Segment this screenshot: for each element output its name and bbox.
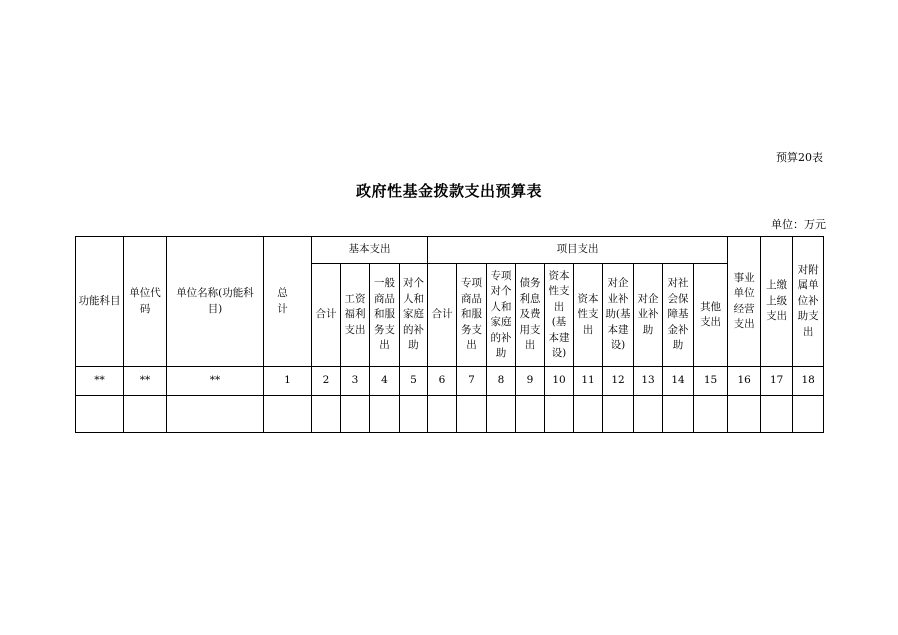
- data-cell: [487, 396, 516, 433]
- budget-table: [75, 236, 824, 433]
- index-cell: 7: [457, 367, 487, 396]
- index-cell: 15: [694, 367, 728, 396]
- header-unit-code: 单位代码: [124, 237, 167, 367]
- data-cell: [76, 396, 124, 433]
- data-cell: [603, 396, 634, 433]
- data-cell: [634, 396, 663, 433]
- header-project-debt: 债务利息及费用支出: [516, 264, 545, 367]
- index-cell: **: [167, 367, 264, 396]
- data-cell: [264, 396, 312, 433]
- header-total: 总 计: [264, 237, 312, 367]
- index-cell: **: [124, 367, 167, 396]
- index-cell: 18: [793, 367, 824, 396]
- data-cell: [428, 396, 457, 433]
- index-cell: 10: [545, 367, 574, 396]
- form-code: 预算20表: [776, 151, 823, 164]
- header-project-capital: 资本性支出: [574, 264, 603, 367]
- header-project-enterprise: 对企业补助: [634, 264, 663, 367]
- header-project-household: 专项对个人和家庭的补助: [487, 264, 516, 367]
- data-cell: [574, 396, 603, 433]
- data-cell: [694, 396, 728, 433]
- index-cell: 12: [603, 367, 634, 396]
- header-project-other: 其他支出: [694, 264, 728, 367]
- index-cell: 17: [761, 367, 793, 396]
- data-cell: [341, 396, 370, 433]
- page-title: 政府性基金拨款支出预算表: [355, 182, 542, 200]
- header-project-capital-infra: 资本性支出(基本建设): [545, 264, 574, 367]
- header-basic-group: 基本支出: [312, 237, 428, 264]
- index-cell: 9: [516, 367, 545, 396]
- index-row: [76, 367, 824, 396]
- data-cell: [793, 396, 824, 433]
- index-cell: 14: [663, 367, 694, 396]
- header-project-enterprise-infra: 对企业补助(基本建设): [603, 264, 634, 367]
- header-business: 事业单位经营支出: [728, 237, 761, 367]
- index-cell: 5: [400, 367, 428, 396]
- data-cell: [663, 396, 694, 433]
- data-cell: [370, 396, 400, 433]
- header-func-subject: 功能科目: [76, 237, 124, 367]
- data-cell: [312, 396, 341, 433]
- index-cell: 6: [428, 367, 457, 396]
- data-cell: [761, 396, 793, 433]
- header-basic-subtotal: 合计: [312, 264, 341, 367]
- data-cell: [124, 396, 167, 433]
- header-project-goods: 专项商品和服务支出: [457, 264, 487, 367]
- header-basic-household: 对个人和家庭的补助: [400, 264, 428, 367]
- index-cell: 3: [341, 367, 370, 396]
- index-cell: 1: [264, 367, 312, 396]
- index-cell: 4: [370, 367, 400, 396]
- index-cell: 16: [728, 367, 761, 396]
- header-unit-name: 单位名称(功能科目): [167, 237, 264, 367]
- header-project-subtotal: 合计: [428, 264, 457, 367]
- header-basic-wages: 工资福利支出: [341, 264, 370, 367]
- header-project-group: 项目支出: [428, 237, 728, 264]
- empty-data-row: [76, 396, 824, 433]
- header-upper: 上缴上级支出: [761, 237, 793, 367]
- data-cell: [457, 396, 487, 433]
- data-cell: [545, 396, 574, 433]
- index-cell: 13: [634, 367, 663, 396]
- data-cell: [728, 396, 761, 433]
- index-cell: **: [76, 367, 124, 396]
- header-basic-goods: 一般商品和服务支出: [370, 264, 400, 367]
- header-project-social-security: 对社会保障基金补助: [663, 264, 694, 367]
- index-cell: 2: [312, 367, 341, 396]
- data-cell: [400, 396, 428, 433]
- index-cell: 11: [574, 367, 603, 396]
- data-cell: [167, 396, 264, 433]
- index-cell: 8: [487, 367, 516, 396]
- data-cell: [516, 396, 545, 433]
- unit-label: 单位：万元: [771, 218, 826, 231]
- header-subsidiary: 对附属单位补助支出: [793, 237, 824, 367]
